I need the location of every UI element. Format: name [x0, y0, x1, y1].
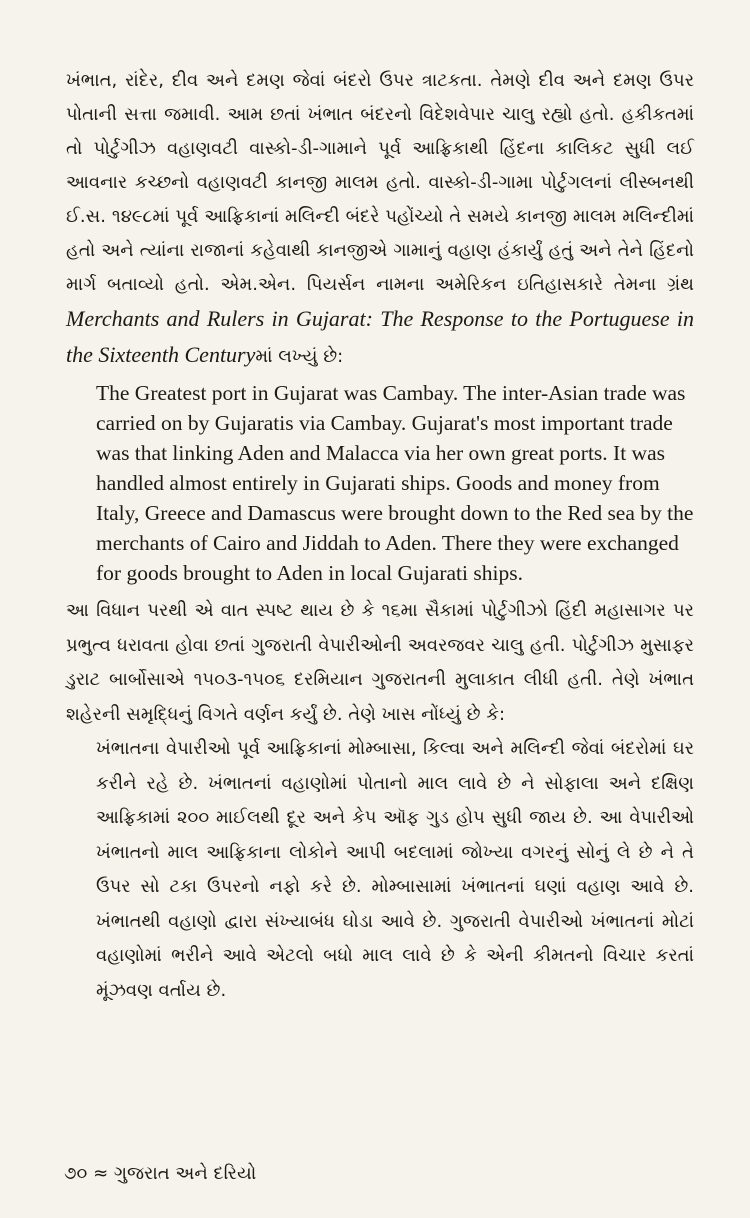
paragraph-intro-end: માં લખ્યું છે:	[255, 346, 344, 367]
paragraph-barbosa: આ વિધાન પરથી એ વાત સ્પષ્ટ થાય છે કે ૧૬મા સૈકામાં પોર્ટુગીઝો હિંદી મહાસાગર પર પ્રભુત્વ ધરાવતા હોવા છતાં ગુજરાતી વેપારીઓની અવરજવર ચાલુ હતી. પોર્ટુગીઝ મુસાફર ડુરાટ બાર્બોસાએ ૧૫૦૩-૧૫૦૬ દરમિયાન ગુજરાતની મુલાકાત લીધી હતી. તેણે ખંભાત શહેરની સમૃદ્ધિનું વિગતે વર્ણન કર્યું છે. તેણે ખાસ નોંધ્યું છે કે:	[66, 600, 694, 725]
paragraph-intro	[66, 64, 694, 374]
paragraph-intro-text: ખંભાત, રાંદેર, દીવ અને દમણ જેવાં બંદરો ઉપર ત્રાટકતા. તેમણે દીવ અને દમણ ઉપર પોતાની સત્તા જમાવી. આમ છતાં ખંભાત બંદરનો વિદેશવેપાર ચાલુ રહ્યો હતો. હકીકતમાં તો પોર્ટુગીઝ વહાણવટી વાસ્કો-ડી-ગામાને પૂર્વ આફ્રિકાથી હિંદના કાલિકટ સુધી લઈ આવનાર કચ્છનો વહાણવટી કાનજી માલમ હતો. વાસ્કો-ડી-ગામા પોર્ટુગલનાં લીસ્બનથી ઈ.સ. ૧૪૯૮માં પૂર્વ આફ્રિકાનાં મલિન્દી બંદરે પહોંચ્યો તે સમયે કાનજી માલમ મલિન્દીમાં હતો અને ત્યાંના રાજાનાં કહેવાથી કાનજીએ ગામાનું વહાણ હંકાર્યું હતું અને તેને હિંદનો માર્ગ બતાવ્યો હતો. એમ.એન. પિયર્સન નામના અમેરિકન ઇતિહાસકારે તેમના ગ્રંથ	[66, 70, 694, 295]
page-footer: ૭૦ ≈ ગુજરાત અને દરિયો	[64, 1163, 257, 1184]
book-title: Merchants and Rulers in Gujarat: The Response to the Portuguese in the Sixteenth Century	[66, 306, 694, 367]
english-quote: The Greatest port in Gujarat was Cambay. The inter-Asian trade was carried on by Gujaratis via Cambay. Gujarat's most important trade was that linking Aden and Malacca via her own great ports. It was handled almost entirely in Gujarati ships. Goods and money from Italy, Greece and Damascus were brought down to the Red sea by the merchants of Cairo and Jiddah to Aden. There they were exchanged for goods brought to Aden in local Gujarati ships.	[96, 381, 694, 585]
gujarati-quote: ખંભાતના વેપારીઓ પૂર્વ આફ્રિકાનાં મોમ્બાસા, કિલ્વા અને મલિન્દી જેવાં બંદરોમાં ઘર કરીને રહે છે. ખંભાતનાં વહાણોમાં પોતાનો માલ લાવે છે ને સોફાલા અને દક્ષિણ આફ્રિકામાં ૨૦૦ માઈલથી દૂર અને કેપ ઑફ ગુડ હોપ સુધી જાય છે. આ વેપારીઓ ખંભાતનો માલ આફ્રિકાના લોકોને આપી બદલામાં જોખ્યા વગરનું સોનું લે છે ને તે ઉપર સો ટકા ઉપરનો નફો કરે છે. મોમ્બાસામાં ખંભાતનાં ઘણાં વહાણ આવે છે. ખંભાતથી વહાણો દ્વારા સંખ્યાબંધ ઘોડા આવે છે. ગુજરાતી વેપારીઓ ખંભાતનાં મોટાં વહાણોમાં ભરીને આવે એટલો બધો માલ લાવે છે કે એની કીમતનો વિચાર કરતાં મૂંઝવણ વર્તાય છે.	[96, 738, 694, 1001]
